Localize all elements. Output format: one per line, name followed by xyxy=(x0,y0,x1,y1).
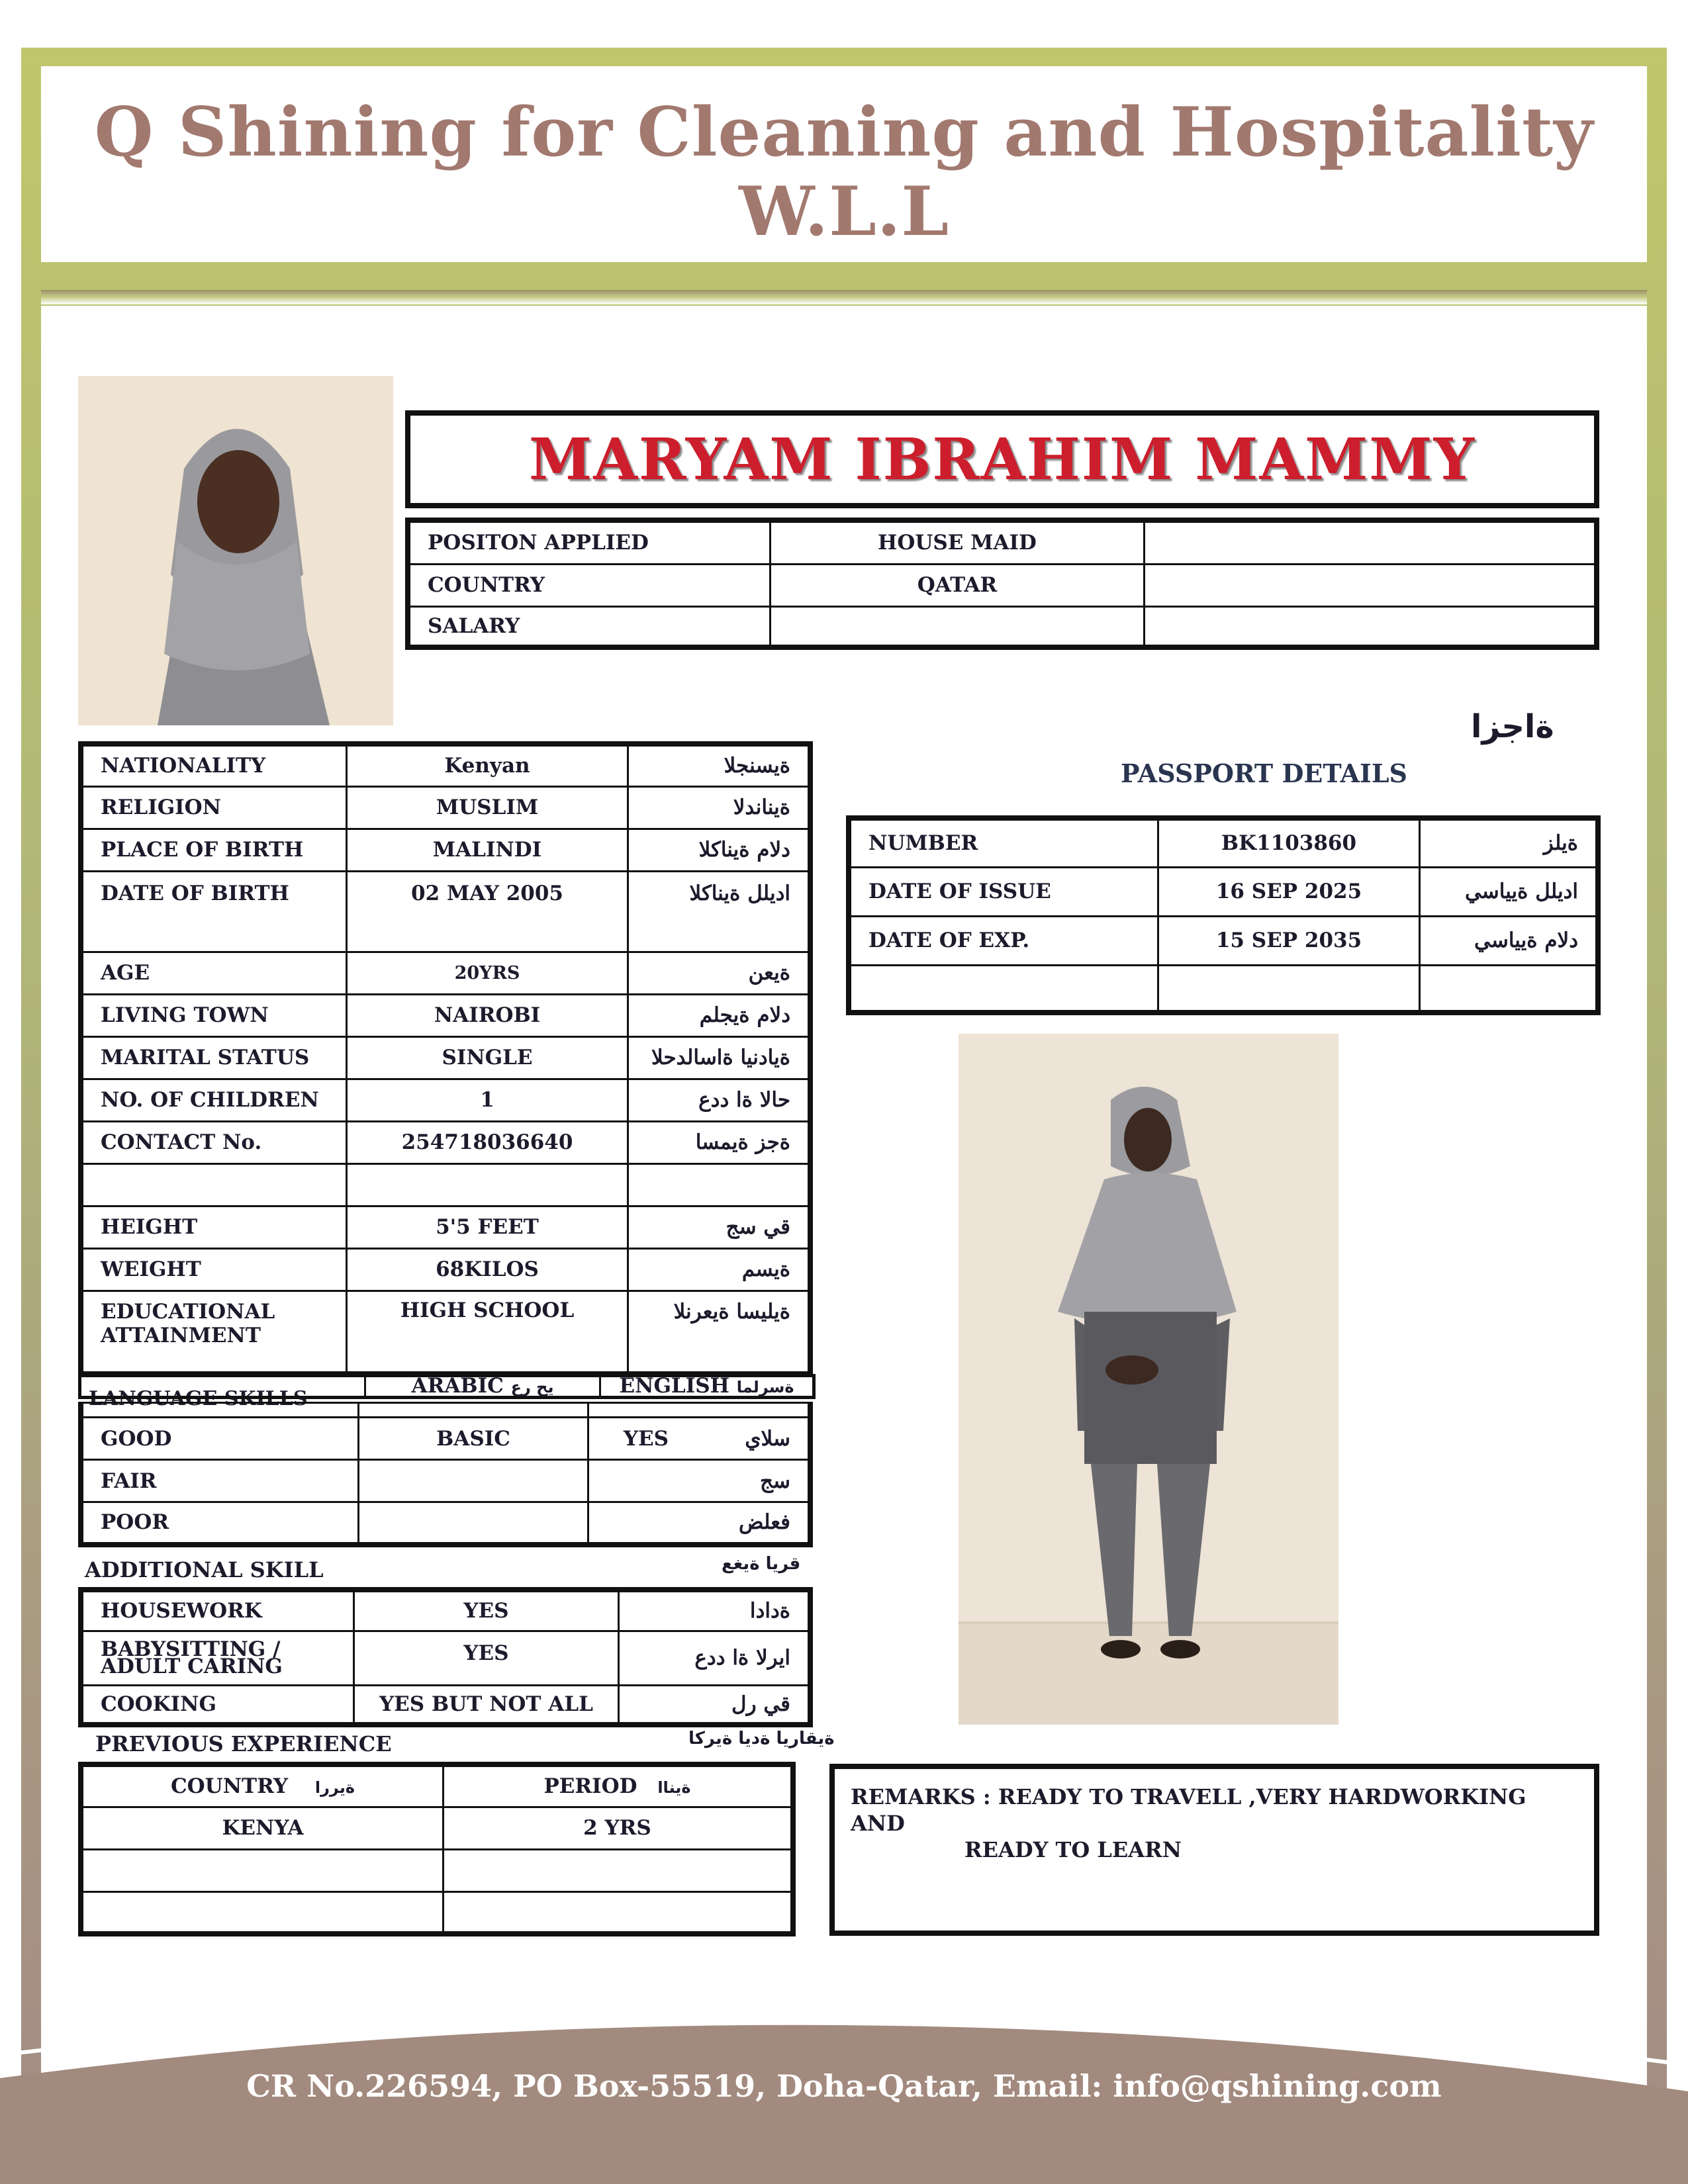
previous-experience-title-ar: ةيقاريا ةديا ةيركا xyxy=(688,1729,835,1749)
passport-arabic: ةيلز xyxy=(1420,818,1599,867)
skill-label: HOUSEWORK xyxy=(81,1590,354,1631)
field-value: MUSLIM xyxy=(347,786,628,829)
language-english-level xyxy=(588,1502,704,1545)
remarks-line2: READY TO LEARN xyxy=(964,1837,1182,1862)
field-label: PLACE OF BIRTH xyxy=(81,829,347,871)
language-spacer xyxy=(81,1403,359,1418)
language-english-header-label: ENGLISH xyxy=(619,1374,729,1398)
field-arabic: قي سج xyxy=(628,1206,811,1248)
field-arabic: ةيادنيا ةاسالدحلا xyxy=(628,1036,811,1079)
field-arabic: ةجز ةيمسا xyxy=(628,1121,811,1163)
language-arabic-level xyxy=(359,1502,588,1545)
field-label: RELIGION xyxy=(81,786,347,829)
candidate-name: MARYAM IBRAHIM MAMMY xyxy=(529,426,1476,493)
application-label: COUNTRY xyxy=(408,564,771,606)
field-label: WEIGHT xyxy=(81,1248,347,1291)
experience-country-header-ar: ةيررا xyxy=(314,1778,355,1797)
experience-period-header-label: PERIOD xyxy=(543,1774,637,1799)
experience-period xyxy=(444,1849,794,1891)
candidate-name-box xyxy=(405,410,1599,508)
passport-value: 15 SEP 2035 xyxy=(1158,916,1420,965)
passport-table xyxy=(846,815,1601,1015)
field-value: HIGH SCHOOL xyxy=(347,1291,628,1374)
additional-skill-title-ar: قريا ةيغع xyxy=(722,1554,801,1574)
field-label: NO. OF CHILDREN xyxy=(81,1079,347,1121)
personal-details-table xyxy=(78,741,813,1377)
field-arabic: اديلل ةيناكلا xyxy=(628,871,811,952)
portrait-photo xyxy=(78,376,393,725)
application-extra xyxy=(1145,520,1597,564)
field-arabic: حالا ةا ددع xyxy=(628,1079,811,1121)
field-arabic: ةيسم xyxy=(628,1248,811,1291)
application-table xyxy=(405,518,1599,650)
passport-value: BK1103860 xyxy=(1158,818,1420,867)
field-arabic: دلام ةيجلم xyxy=(628,994,811,1036)
passport-title: PASSPORT DETAILS xyxy=(1121,758,1407,788)
passport-arabic xyxy=(1420,965,1599,1013)
field-label: EDUCATIONAL ATTAINMENT xyxy=(81,1291,347,1374)
language-english-header-ar: ةسرلما xyxy=(736,1378,794,1396)
passport-value: 16 SEP 2025 xyxy=(1158,867,1420,916)
experience-period xyxy=(444,1891,794,1934)
field-arabic xyxy=(628,1163,811,1206)
field-value: MALINDI xyxy=(347,829,628,871)
experience-period-header-ar: ةيناا xyxy=(657,1778,691,1797)
field-value: 02 MAY 2005 xyxy=(347,871,628,952)
language-level-arabic: سج xyxy=(703,1460,810,1502)
field-arabic: ةيسنجلا xyxy=(628,744,811,786)
application-value: HOUSE MAID xyxy=(771,520,1145,564)
skill-label: COOKING xyxy=(81,1685,354,1725)
language-english-header xyxy=(600,1376,814,1398)
language-level-arabic: فعلض xyxy=(703,1502,810,1545)
field-arabic: ةيعن xyxy=(628,952,811,994)
field-arabic: ةيناندلا xyxy=(628,786,811,829)
field-value: Kenyan xyxy=(347,744,628,786)
field-arabic: ةيليسا ةيعرنلا xyxy=(628,1291,811,1374)
field-value: NAIROBI xyxy=(347,994,628,1036)
remarks-line1: REMARKS : READY TO TRAVELL ,VERY HARDWORKING AND xyxy=(851,1784,1526,1836)
skill-value: YES BUT NOT ALL xyxy=(354,1685,619,1725)
language-arabic-header-label: ARABIC xyxy=(411,1374,504,1398)
application-value: QATAR xyxy=(771,564,1145,606)
skill-arabic: قي رل xyxy=(619,1685,811,1725)
field-value: 5'5 FEET xyxy=(347,1206,628,1248)
experience-country xyxy=(81,1891,444,1934)
skill-arabic: ةدادا xyxy=(619,1590,811,1631)
field-label: DATE OF BIRTH xyxy=(81,871,347,952)
passport-arabic: اديلل ةيياسي xyxy=(1420,867,1599,916)
full-body-photo xyxy=(959,1034,1338,1725)
field-label: LIVING TOWN xyxy=(81,994,347,1036)
language-spacer xyxy=(359,1403,588,1418)
application-label: SALARY xyxy=(408,606,771,647)
language-level-label: GOOD xyxy=(81,1418,359,1460)
field-label: MARITAL STATUS xyxy=(81,1036,347,1079)
field-label xyxy=(81,1163,347,1206)
experience-period-header xyxy=(444,1764,794,1807)
passport-arabic: دلام ةيياسي xyxy=(1420,916,1599,965)
language-table xyxy=(78,1402,813,1547)
passport-label xyxy=(849,965,1158,1013)
passport-label: DATE OF ISSUE xyxy=(849,867,1158,916)
language-english-level: YES xyxy=(588,1418,704,1460)
experience-country-header-label: COUNTRY xyxy=(170,1774,289,1799)
language-arabic-header xyxy=(365,1376,600,1398)
field-label: NATIONALITY xyxy=(81,744,347,786)
skill-value: YES xyxy=(354,1631,619,1685)
passport-label: NUMBER xyxy=(849,818,1158,867)
language-header-spacer xyxy=(80,1376,365,1398)
experience-period: 2 YRS xyxy=(444,1807,794,1849)
passport-value xyxy=(1158,965,1420,1013)
company-title: Q Shining for Cleaning and Hospitality W.L.L xyxy=(94,93,1594,251)
language-arabic-header-ar: يح رع xyxy=(510,1378,554,1396)
field-label: CONTACT No. xyxy=(81,1121,347,1163)
passport-label: DATE OF EXP. xyxy=(849,916,1158,965)
field-label: AGE xyxy=(81,952,347,994)
language-arabic-level xyxy=(359,1460,588,1502)
language-level-label: FAIR xyxy=(81,1460,359,1502)
application-extra xyxy=(1145,606,1597,647)
field-value xyxy=(347,1163,628,1206)
field-value: 20YRS xyxy=(347,952,628,994)
application-extra xyxy=(1145,564,1597,606)
remarks-box xyxy=(829,1764,1599,1936)
field-label: HEIGHT xyxy=(81,1206,347,1248)
language-level-label: POOR xyxy=(81,1502,359,1545)
application-value xyxy=(771,606,1145,647)
header-box xyxy=(41,66,1647,262)
field-value: 254718036640 xyxy=(347,1121,628,1163)
field-arabic: دلام ةيناكلا xyxy=(628,829,811,871)
passport-title-ar: ةاجزا xyxy=(1471,708,1554,745)
language-arabic-level: BASIC xyxy=(359,1418,588,1460)
additional-skill-title: ADDITIONAL SKILL xyxy=(85,1557,324,1582)
field-value: SINGLE xyxy=(347,1036,628,1079)
additional-skill-table xyxy=(78,1587,813,1727)
header-divider xyxy=(41,290,1647,304)
language-english-level xyxy=(588,1460,704,1502)
skill-arabic: ايرلا ةا ددع xyxy=(619,1631,811,1685)
experience-table xyxy=(78,1762,796,1936)
language-spacer xyxy=(588,1403,811,1418)
language-level-arabic: سلاي xyxy=(703,1418,810,1460)
experience-country: KENYA xyxy=(81,1807,444,1849)
field-value: 68KILOS xyxy=(347,1248,628,1291)
footer-contact: CR No.226594, PO Box-55519, Doha-Qatar, Email: info@qshining.com xyxy=(246,2068,1442,2104)
skill-value: YES xyxy=(354,1590,619,1631)
application-label: POSITON APPLIED xyxy=(408,520,771,564)
skill-label: BABYSITTING / ADULT CARING xyxy=(81,1631,354,1685)
language-skills-title: LANGUAGE SKILLS xyxy=(89,1387,308,1410)
previous-experience-title: PREVIOUS EXPERIENCE xyxy=(95,1731,392,1756)
language-header-table xyxy=(78,1374,816,1399)
field-value: 1 xyxy=(347,1079,628,1121)
experience-country xyxy=(81,1849,444,1891)
experience-country-header xyxy=(81,1764,444,1807)
